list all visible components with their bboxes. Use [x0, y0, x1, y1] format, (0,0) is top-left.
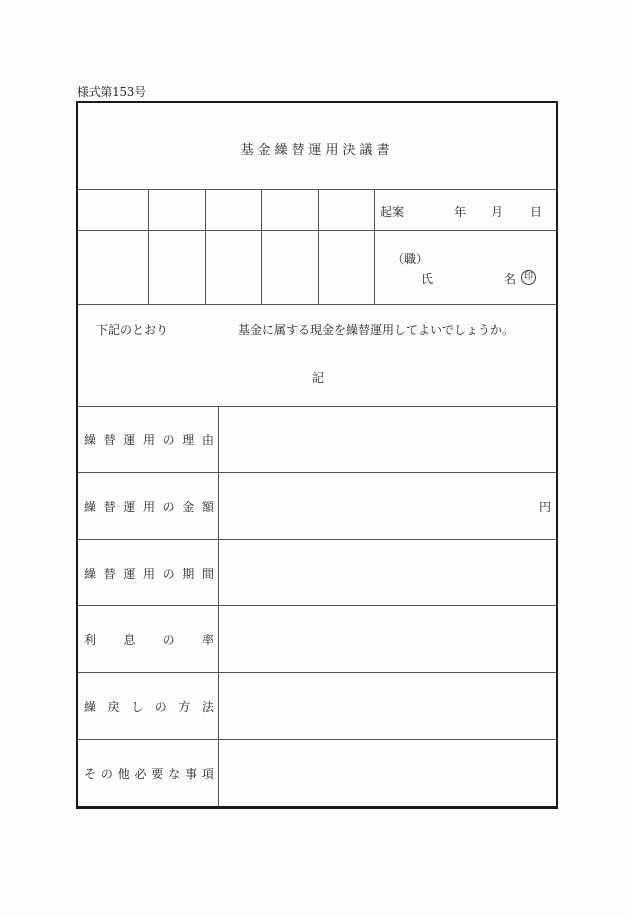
yen-unit: 円: [539, 500, 552, 514]
message-lead: 下記のとおり: [96, 323, 169, 337]
year-label: 年: [454, 205, 467, 219]
repayment-method-field[interactable]: [219, 673, 556, 739]
row-label: 繰 替 運 用 の 期 間: [84, 567, 214, 581]
form-number: 様式第153号: [77, 85, 146, 99]
stamp-box-3[interactable]: [206, 189, 262, 230]
seal-glyph: 印: [521, 270, 536, 285]
grid-line: [261, 189, 262, 304]
seal-icon: [521, 270, 536, 285]
row-label: そ の 他 必 要 な 事 項: [84, 767, 214, 781]
divider: [78, 304, 556, 305]
period-field[interactable]: [219, 540, 556, 605]
stamp-box-2[interactable]: [149, 189, 205, 230]
position-label: （職）: [392, 252, 429, 266]
drafted-label: 起案: [380, 205, 405, 219]
interest-rate-field[interactable]: [219, 606, 556, 672]
grid-line: [148, 189, 149, 304]
row-label: 繰 替 運 用 の 金 額: [84, 500, 214, 514]
row-label: 利 息 の 率: [84, 633, 214, 647]
stamp-box-1[interactable]: [78, 189, 148, 230]
name-label-2: 名: [504, 272, 517, 286]
day-label: 日: [530, 205, 543, 219]
divider: [78, 230, 556, 231]
reason-field[interactable]: [219, 406, 556, 472]
grid-line: [318, 189, 319, 304]
month-label: 月: [491, 205, 504, 219]
message-body: 基金に属する現金を繰替運用してよいでしょうか。: [238, 323, 515, 337]
name-label-1: 氏: [421, 272, 434, 286]
row-label: 繰 替 運 用 の 理 由: [84, 433, 214, 447]
other-matters-field[interactable]: [219, 740, 556, 806]
ki-label: 記: [312, 371, 325, 385]
form-title: 基金繰替運用決議書: [240, 143, 394, 158]
grid-line: [374, 189, 375, 304]
form-frame: [76, 101, 558, 809]
amount-field[interactable]: [219, 473, 539, 539]
stamp-box-5[interactable]: [320, 189, 374, 230]
stamp-box-4[interactable]: [263, 189, 319, 230]
grid-line: [205, 189, 206, 304]
row-label: 繰 戻 し の 方 法: [84, 700, 214, 714]
